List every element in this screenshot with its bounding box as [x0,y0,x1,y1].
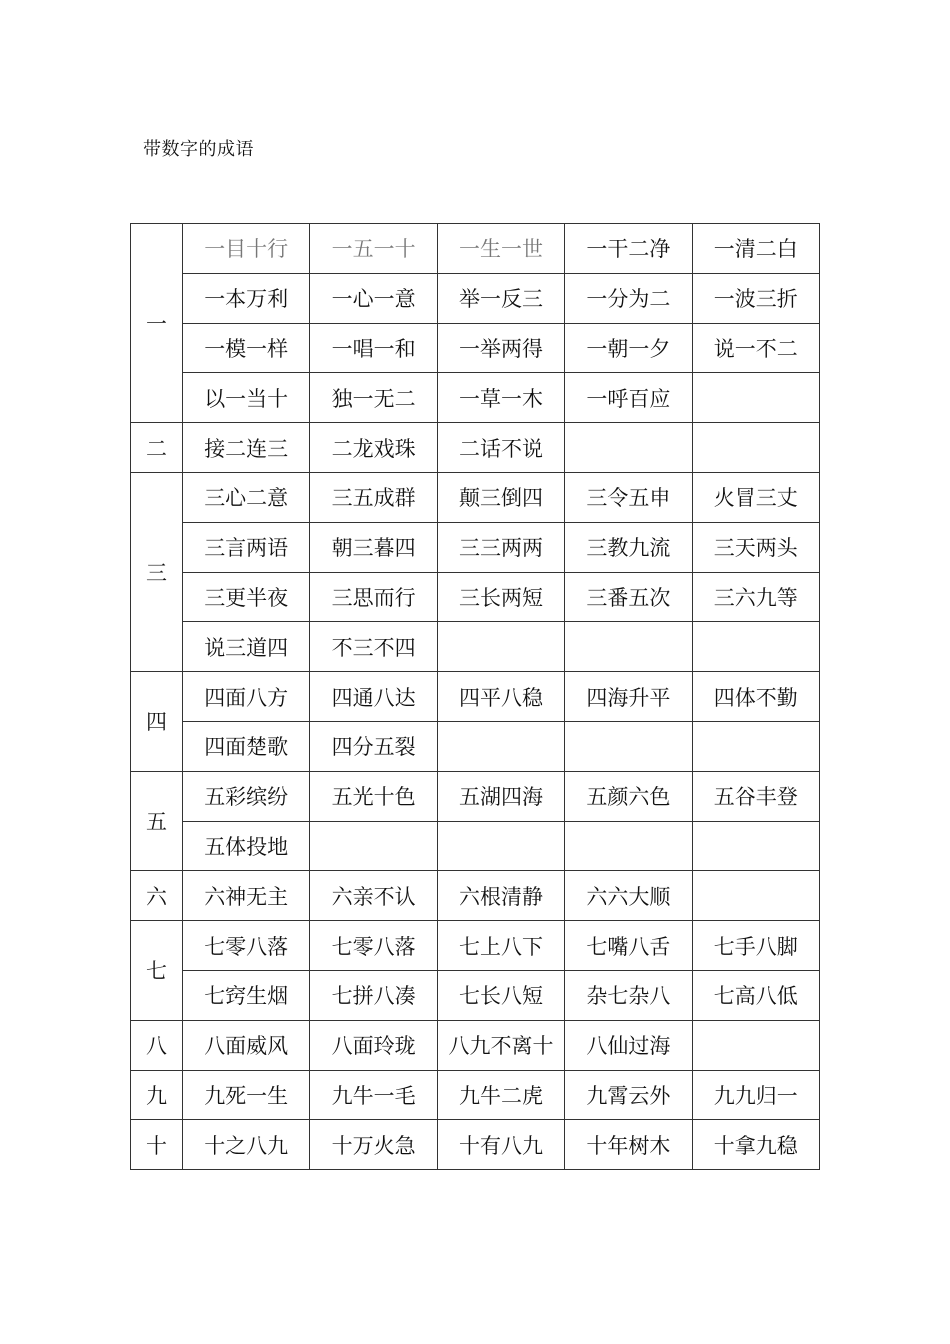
idiom-cell: 三三两两 [437,522,564,572]
idiom-cell: 十年树木 [565,1120,692,1170]
idiom-cell: 一清二白 [692,224,819,274]
idiom-cell: 四海升平 [565,672,692,722]
idiom-cell [437,622,564,672]
idiom-cell: 说一不二 [692,323,819,373]
idiom-cell: 七长八短 [437,970,564,1020]
idiom-cell: 二话不说 [437,423,564,473]
idiom-cell: 杂七杂八 [565,970,692,1020]
idiom-cell: 八九不离十 [437,1020,564,1070]
idiom-cell: 举一反三 [437,273,564,323]
table-row [131,970,820,1020]
idiom-cell: 朝三暮四 [310,522,437,572]
idiom-cell: 七零八落 [183,921,310,971]
idiom-cell: 八面玲珑 [310,1020,437,1070]
idiom-cell: 六根清静 [437,871,564,921]
number-label-cell: 八 [131,1020,183,1070]
idiom-cell: 独一无二 [310,373,437,423]
number-label-cell: 五 [131,771,183,871]
idiom-cell: 接二连三 [183,423,310,473]
idiom-cell: 一分为二 [565,273,692,323]
idiom-cell: 七手八脚 [692,921,819,971]
idiom-cell: 九霄云外 [565,1070,692,1120]
number-label-cell: 一 [131,224,183,423]
idiom-cell: 三言两语 [183,522,310,572]
table-row [131,1120,820,1170]
idiom-cell: 三番五次 [565,572,692,622]
idiom-cell: 六亲不认 [310,871,437,921]
table-row [131,721,820,771]
idiom-cell: 四面楚歌 [183,721,310,771]
idiom-cell: 十万火急 [310,1120,437,1170]
idiom-cell: 三心二意 [183,472,310,522]
idiom-cell: 九九归一 [692,1070,819,1120]
idiom-cell [692,373,819,423]
idiom-cell: 一唱一和 [310,323,437,373]
idiom-cell: 七窍生烟 [183,970,310,1020]
idiom-cell: 十有八九 [437,1120,564,1170]
idiom-cell: 三思而行 [310,572,437,622]
table-row [131,871,820,921]
idiom-cell: 七高八低 [692,970,819,1020]
idiom-cell: 五体投地 [183,821,310,871]
idiom-cell: 颠三倒四 [437,472,564,522]
idiom-cell: 火冒三丈 [692,472,819,522]
idiom-cell [692,871,819,921]
idiom-cell: 九牛二虎 [437,1070,564,1120]
table-row [131,921,820,971]
idiom-cell: 四通八达 [310,672,437,722]
idiom-cell: 九死一生 [183,1070,310,1120]
idiom-cell [692,423,819,473]
idiom-cell: 一目十行 [183,224,310,274]
idiom-cell: 一生一世 [437,224,564,274]
idiom-cell: 一模一样 [183,323,310,373]
table-row [131,224,820,274]
table-row [131,273,820,323]
page-title: 带数字的成语 [143,139,254,160]
table-row [131,622,820,672]
idiom-cell: 一干二净 [565,224,692,274]
idiom-cell: 八面威风 [183,1020,310,1070]
idiom-cell: 三更半夜 [183,572,310,622]
idiom-cell: 十之八九 [183,1120,310,1170]
idiom-cell: 五谷丰登 [692,771,819,821]
idiom-cell: 五颜六色 [565,771,692,821]
idiom-cell: 五光十色 [310,771,437,821]
idiom-cell: 三六九等 [692,572,819,622]
table-row [131,1070,820,1120]
idiom-cell: 七上八下 [437,921,564,971]
number-label-cell: 三 [131,472,183,671]
idiom-cell: 三长两短 [437,572,564,622]
idiom-cell: 十拿九稳 [692,1120,819,1170]
idiom-cell: 二龙戏珠 [310,423,437,473]
idiom-cell: 以一当十 [183,373,310,423]
idiom-cell: 五湖四海 [437,771,564,821]
number-label-cell: 七 [131,921,183,1021]
idiom-cell: 三天两头 [692,522,819,572]
idiom-cell: 一本万利 [183,273,310,323]
idiom-cell [692,622,819,672]
table-row [131,821,820,871]
idiom-cell: 四分五裂 [310,721,437,771]
table-row [131,373,820,423]
table-row [131,423,820,473]
number-label-cell: 四 [131,672,183,772]
idiom-cell: 一波三折 [692,273,819,323]
idiom-cell: 七零八落 [310,921,437,971]
idiom-cell: 八仙过海 [565,1020,692,1070]
idiom-cell: 一呼百应 [565,373,692,423]
idiom-cell [692,1020,819,1070]
table-row [131,522,820,572]
table-row [131,472,820,522]
number-label-cell: 六 [131,871,183,921]
idiom-cell: 一朝一夕 [565,323,692,373]
idiom-cell [437,821,564,871]
idiom-cell: 七嘴八舌 [565,921,692,971]
idiom-cell [565,721,692,771]
number-label-cell: 二 [131,423,183,473]
idiom-cell: 三令五申 [565,472,692,522]
idiom-cell: 一五一十 [310,224,437,274]
idiom-cell: 三教九流 [565,522,692,572]
idiom-cell: 一举两得 [437,323,564,373]
idiom-cell: 七拼八凑 [310,970,437,1020]
table-row [131,323,820,373]
idiom-cell: 五彩缤纷 [183,771,310,821]
idiom-cell: 九牛一毛 [310,1070,437,1120]
idiom-cell [565,423,692,473]
idiom-cell: 三五成群 [310,472,437,522]
number-label-cell: 九 [131,1070,183,1120]
idiom-cell: 说三道四 [183,622,310,672]
idiom-cell [692,821,819,871]
idiom-cell: 不三不四 [310,622,437,672]
idiom-cell: 六神无主 [183,871,310,921]
idiom-cell: 一草一木 [437,373,564,423]
idiom-cell: 四体不勤 [692,672,819,722]
number-label-cell: 十 [131,1120,183,1170]
table-row [131,672,820,722]
idiom-cell [565,821,692,871]
idiom-cell: 四平八稳 [437,672,564,722]
idiom-table-body [131,224,820,1170]
idiom-cell [310,821,437,871]
idiom-cell [692,721,819,771]
table-row [131,771,820,821]
idiom-cell: 四面八方 [183,672,310,722]
idiom-cell [565,622,692,672]
idiom-cell [437,721,564,771]
idiom-cell: 六六大顺 [565,871,692,921]
table-row [131,572,820,622]
idiom-cell: 一心一意 [310,273,437,323]
idiom-table [130,223,820,1170]
table-row [131,1020,820,1070]
